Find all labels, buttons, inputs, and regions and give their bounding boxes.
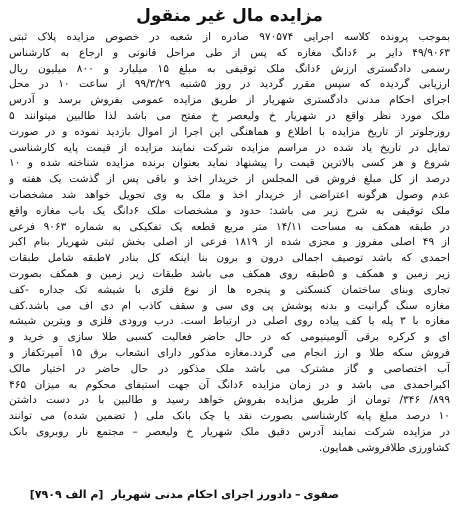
notice-line: احمدی که باشد توصیف اجمالی درون و برون بنا اینکه کل بنادر ۷طبقه شامل طبقات xyxy=(9,252,450,265)
notice-line: ملک مورد نظر واقع در شهریار خ ولیعصر خ مفتح می باشد لذا طالبین میتوانند ۵ xyxy=(9,109,450,122)
notice-line: ۱۰ درصد مبلغ پایه کارشناسی بصورت نقد یا چک بانک ملی ( تضمین شده) می توانند xyxy=(9,410,450,423)
notice-line: ۴۹/۹۰۶۳ دایر بر ۶دانگ مغازه که پس از طی مراحل قانونی و ارجاع به کارشناس xyxy=(9,46,450,59)
notice-code-text: م الف ۷۹۰۹ xyxy=(34,488,99,501)
notice-line: از ۴۹ اصلی مفروز و مجزی شده از ۱۸۱۹ فرعی از اصلی بخش ثبتی شهریار بنام اکبر xyxy=(9,236,450,249)
issuing-office: دادورز اجرای احکام مدنی شهریار xyxy=(111,488,292,501)
notice-line: رسمی دادگستری ارزش ۶دانگ ملک توقیفی به مبلغ ۱۵ میلیارد و ۸۰۰ میلیون ریال xyxy=(9,62,450,75)
notice-line: کشاورزی طلافروشی همایون. xyxy=(318,441,450,454)
notice-line: ارزیابی گردیده که سپس مقرر گردید در روز ۵شنبه ۹۹/۳/۲۹ از ساعت ۱۰ در محل xyxy=(9,78,450,91)
footer-dash: – xyxy=(294,488,301,501)
notice-line: درصد از کل مبلغ فروش فی المجلس از خریدار اخذ و باقی پس از گذشت یک هفته و xyxy=(9,173,450,186)
notice-line: بموجب پرونده کلاسه اجرایی ۹۷۰۵۷۴ صادره از شعبه در خصوص مزایده پلاک ثبتی xyxy=(9,31,450,43)
notice-line: ۸۹۹/ ۳۴۶/ تومان از طریق مزایده بفروش خواهد رسید و طالبین با در دست داشتن xyxy=(9,394,450,407)
notice-line: شروع و هر کسی بالاترین قیمت را پیشنهاد نماید بعنوان برنده مزایده شناخته شده و ۱۰ xyxy=(9,157,450,170)
signatory-name: صفوی xyxy=(303,488,339,501)
notice-line: ای و کرکره برقی آلومینیومی که در حال حاضر فعالیت کسبی طلا سازی و خرید و xyxy=(9,331,450,344)
notice-line: در طبقه همکف به مساحت ۱۴/۱۱ متر مربع قطعه یک تفکیکی به شماره ۹۰۶۳ فرعی xyxy=(9,220,450,233)
notice-line: در مزایده شرکت نمایند آدرس دقیق ملک شهریار خ ولیعصر – مجتمع نار روبروی بانک xyxy=(9,425,450,438)
notice-line: عدم وصول هرگونه اعتراضی از خریدار اخذ و ملک به وی تحویل خواهد شد مشخصات xyxy=(9,188,450,201)
notice-title: مزایده مال غیر منقول xyxy=(136,6,323,26)
notice-line: اکبراحمدی می باشد و در زمان مزایده ۶دانگ آن جهت استیفای محکوم به میزان ۴۶۵ xyxy=(9,378,450,391)
notice-body xyxy=(9,30,450,457)
notice-line: مغازه با ۳ پله با کف پیاده روی اصلی در ارتباط است. درب ورودی فلزی و ویترین شیشه xyxy=(9,315,450,328)
notice-footer xyxy=(30,486,339,504)
notice-code: [م الف ۷۹۰۹] xyxy=(29,488,104,501)
notice-line: اجرای احکام مدنی دادگستری شهریار از طریق مزایده عمومی بفروش برسد و آدرس xyxy=(9,94,450,107)
notice-line: زیر زمین و همکف و ۵طبقه روی همکف می باشد طبقات زیر زمین و همکف بصورت xyxy=(9,267,450,280)
notice-line: تجاری وبنای ساختمان کنسکتی و پنجره ها از نوع فلزی با شیشه تک جداره -کف xyxy=(9,283,450,296)
notice-line: آب اختصاصی و گاز مشترک می باشد ملک مذکور در حال حاضر در اختیار مالک xyxy=(9,362,450,375)
notice-line: روزجلوتر از تاریخ مزایده با اطلاع و هماهنگی این اجرا از اموال بازدید نموده و در صورت xyxy=(9,125,450,138)
notice-line: فروش سکه طلا و ارز انجام می گردد.مغازه مذکور دارای انشعاب برق ۱۵ آمپرتکفاز و xyxy=(9,346,450,359)
notice-line: مغازه سنگ گرانیت و بدنه پوشش پی وی سی و سقف کاذب ام دی اف می باشد.کف xyxy=(9,299,450,312)
notice-line: ملک توقیفی به شرح زیر می باشد: حدود و مشخصات ملک ۶دانگ یک باب مغازه واقع xyxy=(9,204,450,217)
notice-line: تمایل در تاریخ یاد شده در مراسم مزایده شرکت نمایند مزایده از قیمت پایه کارشناسی xyxy=(9,141,450,154)
